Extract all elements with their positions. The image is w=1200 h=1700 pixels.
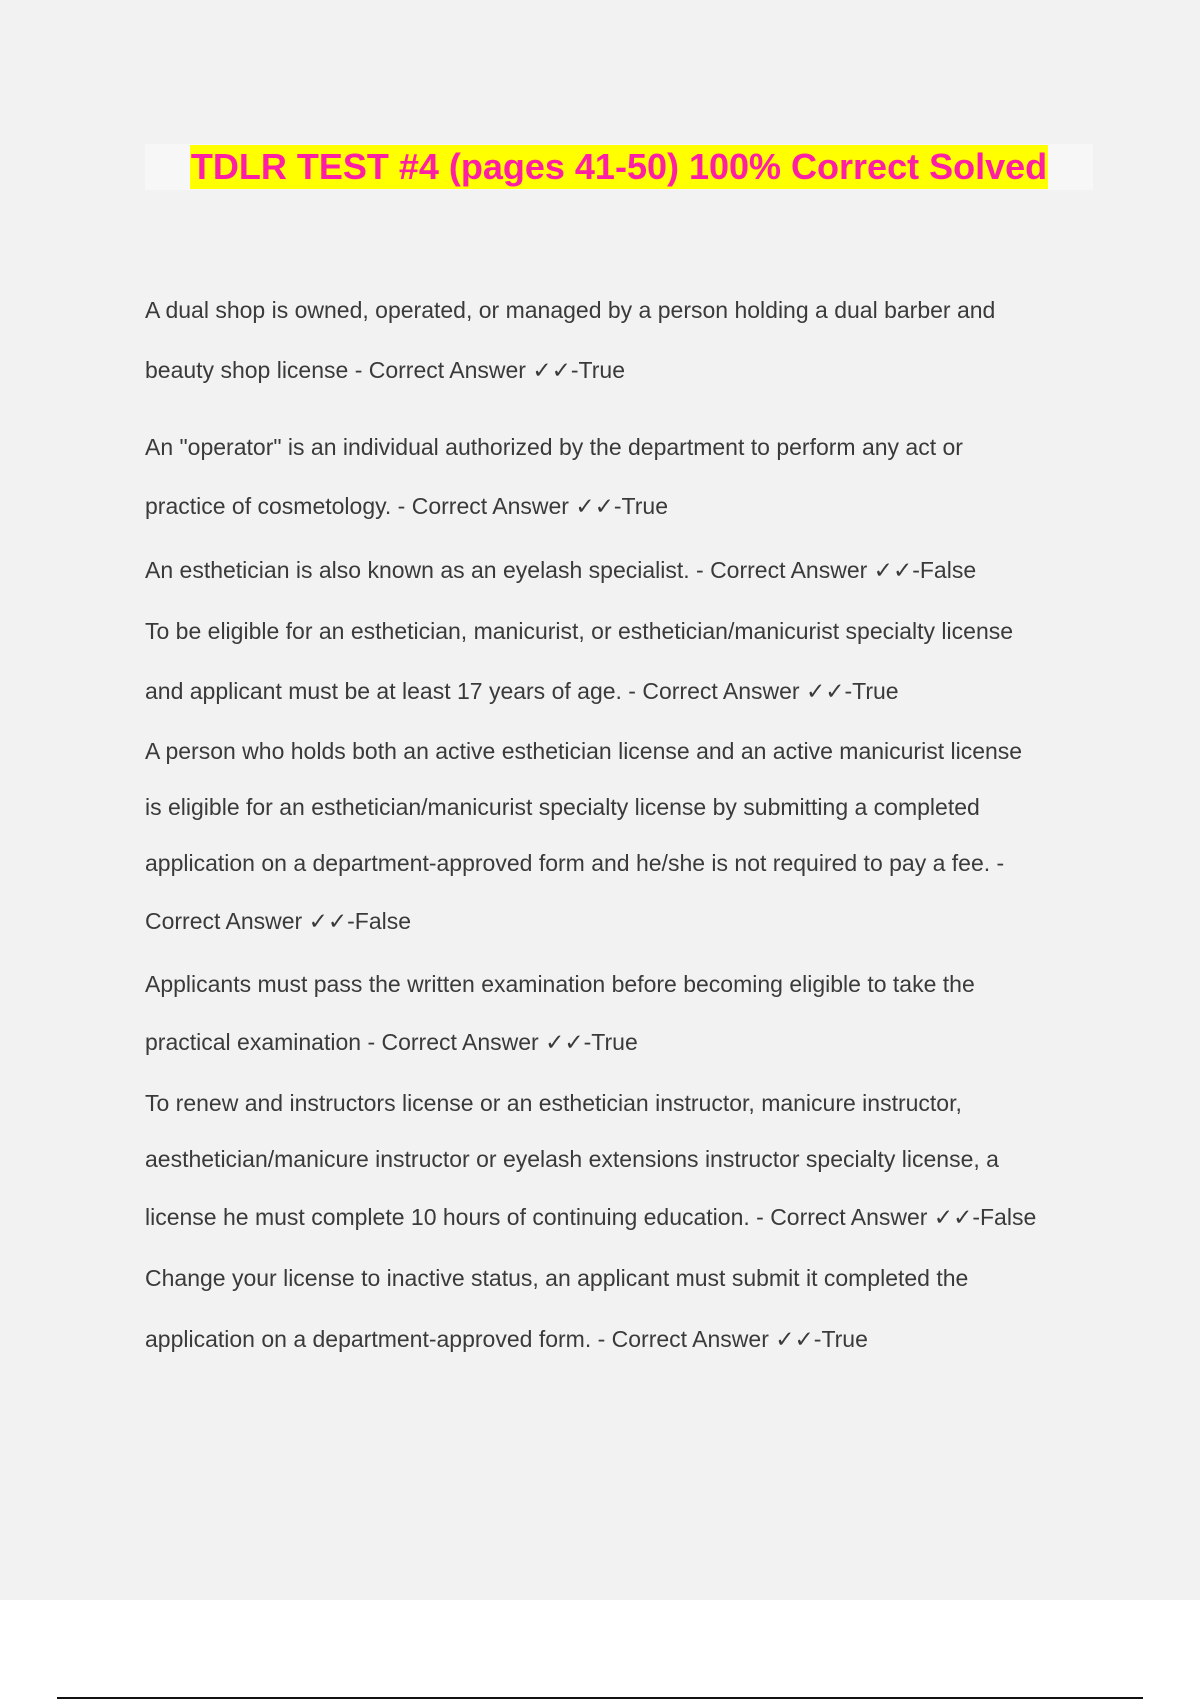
qa-line: beauty shop license - Correct Answer ✓✓-True [145,357,625,383]
footer-divider [57,1697,1143,1699]
qa-line: aesthetician/manicure instructor or eyelash extensions instructor specialty license, a [145,1146,999,1172]
qa-line: Applicants must pass the written examination before becoming eligible to take the [145,971,975,997]
qa-line: practice of cosmetology. - Correct Answer ✓✓-True [145,493,668,519]
qa-line: An esthetician is also known as an eyelash specialist. - Correct Answer ✓✓-False [145,557,977,583]
qa-line: A dual shop is owned, operated, or managed by a person holding a dual barber and [145,297,996,323]
title-block [145,144,1093,190]
qa-line: application on a department-approved form. - Correct Answer ✓✓-True [145,1326,868,1352]
qa-line: Change your license to inactive status, an applicant must submit it completed the [145,1265,969,1291]
qa-line: is eligible for an esthetician/manicurist specialty license by submitting a completed [145,794,980,820]
qa-line: license he must complete 10 hours of continuing education. - Correct Answer ✓✓-False [145,1204,1037,1230]
qa-line: To be eligible for an esthetician, manicurist, or esthetician/manicurist specialty license [145,618,1014,644]
qa-line: To renew and instructors license or an esthetician instructor, manicure instructor, [145,1090,962,1116]
document-title: TDLR TEST #4 (pages 41-50) 100% Correct Solved [190,146,1048,187]
qa-line: and applicant must be at least 17 years of age. - Correct Answer ✓✓-True [145,678,899,704]
qa-line: A person who holds both an active esthetician license and an active manicurist license [145,738,1023,764]
qa-line: Correct Answer ✓✓-False [145,908,412,934]
qa-line: An "operator" is an individual authorized by the department to perform any act or [145,434,963,460]
qa-line: practical examination - Correct Answer ✓✓-True [145,1029,638,1055]
qa-line: application on a department-approved form and he/she is not required to pay a fee. - [145,850,1005,876]
